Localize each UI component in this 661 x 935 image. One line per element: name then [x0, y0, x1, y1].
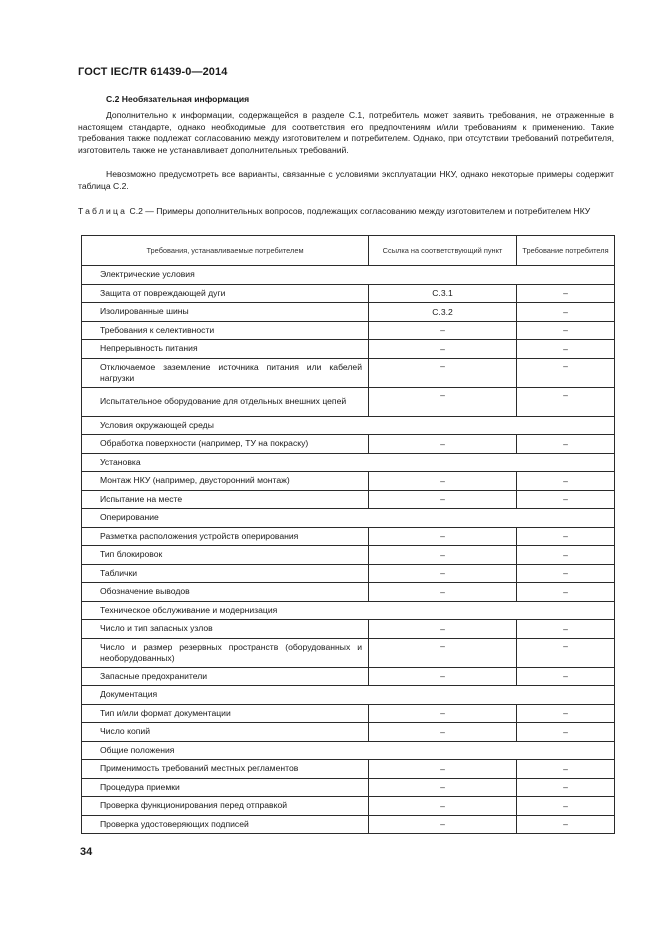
table-group-row	[82, 266, 615, 285]
requirement-cell: Проверка функционирования перед отправкой	[82, 797, 369, 816]
requirement-cell: Таблички	[82, 564, 369, 583]
reference-cell: –	[369, 815, 517, 834]
consumer-cell: –	[517, 284, 615, 303]
requirement-cell: Изолированные шины	[82, 303, 369, 322]
header-requirement: Требования, устанавливаемые потребителем	[82, 236, 369, 266]
requirement-cell: Применимость требований местных регламентов	[82, 760, 369, 779]
consumer-cell: –	[517, 435, 615, 454]
consumer-cell: –	[517, 490, 615, 509]
requirement-cell: Монтаж НКУ (например, двусторонний монтаж)	[82, 472, 369, 491]
requirement-cell: Обозначение выводов	[82, 583, 369, 602]
table-caption-text: С.2 — Примеры дополнительных вопросов, подлежащих согласованию между изготовителем и потребителем НКУ	[127, 206, 591, 216]
consumer-cell: –	[517, 321, 615, 340]
table-row	[82, 564, 615, 583]
requirement-cell: Отключаемое заземление источника питания или кабелей нагрузки	[82, 358, 369, 387]
consumer-cell: –	[517, 303, 615, 322]
requirement-cell: Число и тип запасных узлов	[82, 620, 369, 639]
table-group-row	[82, 686, 615, 705]
requirement-cell: Число и размер резервных пространств (оборудованных и необорудованных)	[82, 638, 369, 667]
paragraph-additional-info	[78, 110, 614, 156]
header-consumer: Требование потребителя	[517, 236, 615, 266]
consumer-cell: –	[517, 723, 615, 742]
consumer-cell: –	[517, 546, 615, 565]
consumer-cell: –	[517, 815, 615, 834]
group-label: Установка	[82, 453, 615, 472]
table-row	[82, 638, 615, 667]
reference-cell: –	[369, 490, 517, 509]
table-row	[82, 340, 615, 359]
reference-cell: –	[369, 387, 517, 416]
table-group-row	[82, 741, 615, 760]
table-row	[82, 704, 615, 723]
table-row	[82, 435, 615, 454]
table-row	[82, 815, 615, 834]
requirement-cell: Испытательное оборудование для отдельных внешних цепей	[82, 387, 369, 416]
table-group-row	[82, 453, 615, 472]
requirement-cell: Тип и/или формат документации	[82, 704, 369, 723]
table-row	[82, 723, 615, 742]
consumer-cell: –	[517, 620, 615, 639]
reference-cell: –	[369, 321, 517, 340]
reference-cell: С.3.1	[369, 284, 517, 303]
table-row	[82, 358, 615, 387]
reference-cell: –	[369, 620, 517, 639]
group-label: Оперирование	[82, 509, 615, 528]
consumer-cell: –	[517, 704, 615, 723]
reference-cell: –	[369, 546, 517, 565]
table-row	[82, 387, 615, 416]
reference-cell: –	[369, 564, 517, 583]
table-row	[82, 667, 615, 686]
consumer-cell: –	[517, 387, 615, 416]
requirement-cell: Тип блокировок	[82, 546, 369, 565]
consumer-cell: –	[517, 797, 615, 816]
reference-cell: –	[369, 472, 517, 491]
reference-cell: –	[369, 704, 517, 723]
reference-cell: –	[369, 797, 517, 816]
reference-cell: С.3.2	[369, 303, 517, 322]
requirement-cell: Число копий	[82, 723, 369, 742]
table-group-row	[82, 601, 615, 620]
table-row	[82, 797, 615, 816]
table-row	[82, 472, 615, 491]
table-row	[82, 284, 615, 303]
requirement-cell: Обработка поверхности (например, ТУ на покраску)	[82, 435, 369, 454]
reference-cell: –	[369, 667, 517, 686]
requirement-cell: Защита от повреждающей дуги	[82, 284, 369, 303]
consumer-cell: –	[517, 778, 615, 797]
requirement-cell: Требования к селективности	[82, 321, 369, 340]
group-label: Условия окружающей среды	[82, 416, 615, 435]
consumer-cell: –	[517, 527, 615, 546]
consumer-cell: –	[517, 564, 615, 583]
table-row	[82, 303, 615, 322]
table-row	[82, 583, 615, 602]
table-caption	[78, 206, 614, 218]
table-caption-label: Таблица	[78, 206, 128, 216]
table-group-row	[82, 416, 615, 435]
paragraph-text: Дополнительно к информации, содержащейся в разделе С.1, потребитель может заявить требования, не отраженные в настоящем стандарте, однако необходимые для соответствия его предпочтениям и/или требованиям к применению. Такие требования также подлежат согласованию между изготовителем и потребителем. Однако, при отсутствии требований потребителя, изготовитель также не устанавливает дополнительных требований.	[78, 110, 614, 155]
table-group-row	[82, 509, 615, 528]
consumer-cell: –	[517, 340, 615, 359]
group-label: Электрические условия	[82, 266, 615, 285]
table-row	[82, 620, 615, 639]
consumer-cell: –	[517, 638, 615, 667]
consumer-cell: –	[517, 358, 615, 387]
requirement-cell: Запасные предохранители	[82, 667, 369, 686]
consumer-cell: –	[517, 760, 615, 779]
reference-cell: –	[369, 435, 517, 454]
requirement-cell: Непрерывность питания	[82, 340, 369, 359]
table-row	[82, 778, 615, 797]
reference-cell: –	[369, 638, 517, 667]
table-body	[82, 266, 615, 834]
table-row	[82, 527, 615, 546]
reference-cell: –	[369, 527, 517, 546]
group-label: Документация	[82, 686, 615, 705]
reference-cell: –	[369, 723, 517, 742]
consumer-cell: –	[517, 472, 615, 491]
consumer-cell: –	[517, 583, 615, 602]
reference-cell: –	[369, 358, 517, 387]
document-header: ГОСТ IEC/TR 61439-0—2014	[78, 66, 228, 78]
paragraph-text: Невозможно предусмотреть все варианты, связанные с условиями эксплуатации НКУ, однако некоторые примеры содержит таблица С.2.	[78, 169, 614, 191]
header-reference: Ссылка на соответствующий пункт	[369, 236, 517, 266]
page-number: 34	[80, 846, 93, 858]
reference-cell: –	[369, 760, 517, 779]
requirement-cell: Процедура приемки	[82, 778, 369, 797]
paragraph-examples	[78, 169, 614, 192]
table-row	[82, 760, 615, 779]
section-title: С.2 Необязательная информация	[106, 94, 250, 104]
consumer-cell: –	[517, 667, 615, 686]
table-row	[82, 490, 615, 509]
reference-cell: –	[369, 583, 517, 602]
requirement-cell: Разметка расположения устройств оперирования	[82, 527, 369, 546]
reference-cell: –	[369, 340, 517, 359]
table-header-row	[82, 236, 615, 266]
group-label: Техническое обслуживание и модернизация	[82, 601, 615, 620]
reference-cell: –	[369, 778, 517, 797]
requirement-cell: Испытание на месте	[82, 490, 369, 509]
group-label: Общие положения	[82, 741, 615, 760]
table-row	[82, 546, 615, 565]
requirement-cell: Проверка удостоверяющих подписей	[82, 815, 369, 834]
requirements-table	[81, 235, 615, 834]
table-row	[82, 321, 615, 340]
